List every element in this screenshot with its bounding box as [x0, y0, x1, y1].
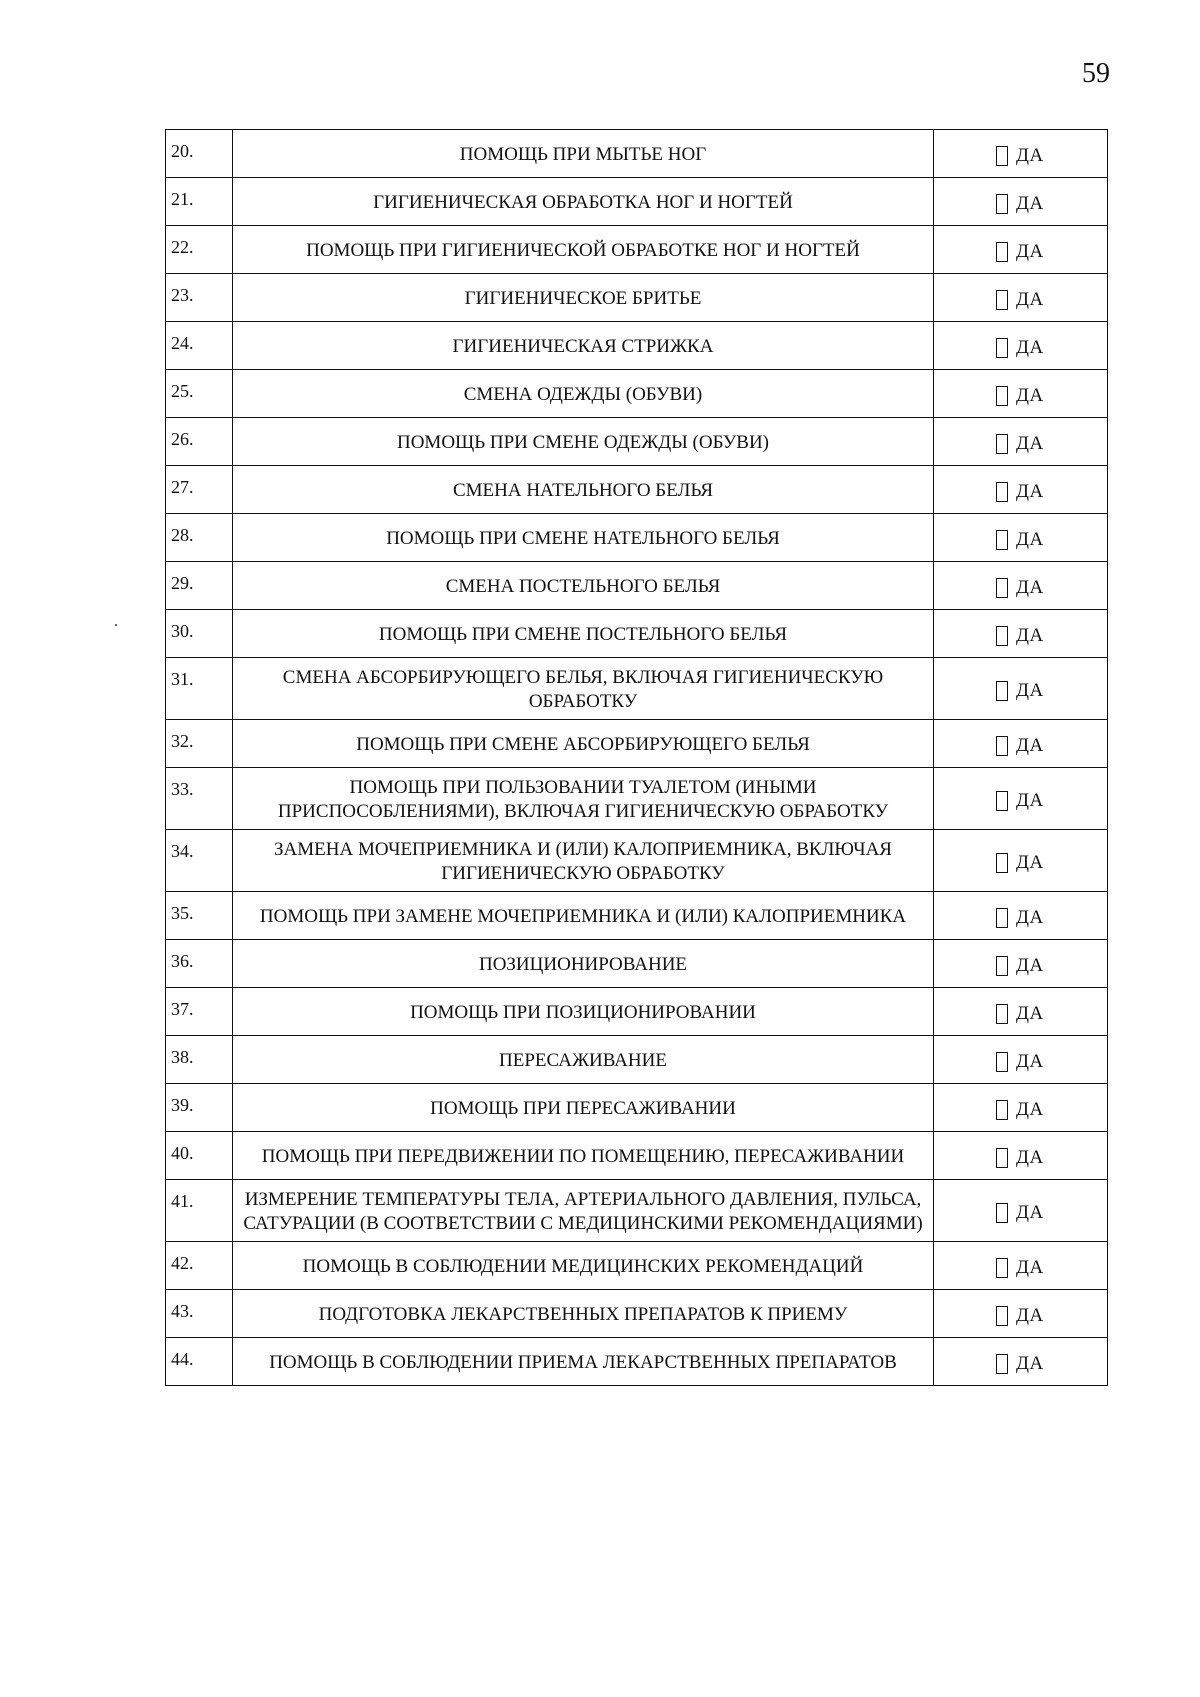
table-row — [166, 226, 1108, 274]
yes-checkbox[interactable] — [996, 1354, 1008, 1374]
yes-checkbox[interactable] — [996, 530, 1008, 550]
row-number: 33. — [166, 768, 233, 830]
row-number: 35. — [166, 892, 233, 940]
yes-checkbox[interactable] — [996, 338, 1008, 358]
row-number: 25. — [166, 370, 233, 418]
table-row — [166, 130, 1108, 178]
row-number: 40. — [166, 1132, 233, 1180]
yes-option[interactable] — [996, 1146, 1107, 1170]
yes-label: ДА — [1016, 734, 1044, 756]
table-row — [166, 274, 1108, 322]
yes-option[interactable] — [996, 336, 1107, 360]
service-name: СМЕНА АБСОРБИРУЮЩЕГО БЕЛЬЯ, ВКЛЮЧАЯ ГИГИЕНИЧЕСКУЮ ОБРАБОТКУ — [233, 658, 934, 720]
table-row — [166, 178, 1108, 226]
service-name: ПОМОЩЬ В СОБЛЮДЕНИИ МЕДИЦИНСКИХ РЕКОМЕНДАЦИЙ — [233, 1242, 934, 1290]
row-number: 30. — [166, 610, 233, 658]
table-row — [166, 1084, 1108, 1132]
yes-option[interactable] — [996, 1304, 1107, 1328]
yes-option[interactable] — [996, 528, 1107, 552]
yes-option[interactable] — [996, 384, 1107, 408]
yes-label: ДА — [1016, 480, 1044, 502]
row-number: 23. — [166, 274, 233, 322]
service-name: ПОМОЩЬ ПРИ ПОЛЬЗОВАНИИ ТУАЛЕТОМ (ИНЫМИ ПРИСПОСОБЛЕНИЯМИ), ВКЛЮЧАЯ ГИГИЕНИЧЕСКУЮ ОБРАБОТКУ — [233, 768, 934, 830]
page-number: 59 — [1082, 58, 1110, 89]
table-row — [166, 830, 1108, 892]
table-row — [166, 1180, 1108, 1242]
service-name: ПОМОЩЬ ПРИ ПОЗИЦИОНИРОВАНИИ — [233, 988, 934, 1036]
checkbox-cell — [934, 514, 1108, 562]
row-number: 37. — [166, 988, 233, 1036]
yes-option[interactable] — [996, 240, 1107, 264]
yes-checkbox[interactable] — [996, 434, 1008, 454]
yes-label: ДА — [1016, 576, 1044, 598]
service-name: ГИГИЕНИЧЕСКАЯ СТРИЖКА — [233, 322, 934, 370]
yes-checkbox[interactable] — [996, 482, 1008, 502]
checkbox-cell — [934, 892, 1108, 940]
yes-option[interactable] — [996, 288, 1107, 312]
yes-option[interactable] — [996, 480, 1107, 504]
table-row — [166, 370, 1108, 418]
yes-label: ДА — [1016, 624, 1044, 646]
services-table — [165, 129, 1108, 1386]
table-row — [166, 892, 1108, 940]
checkbox-cell — [934, 658, 1108, 720]
service-name: ПОМОЩЬ ПРИ ПЕРЕСАЖИВАНИИ — [233, 1084, 934, 1132]
service-name: ПЕРЕСАЖИВАНИЕ — [233, 1036, 934, 1084]
services-table-body — [166, 130, 1108, 1386]
checkbox-cell — [934, 1084, 1108, 1132]
table-row — [166, 322, 1108, 370]
service-name: ЗАМЕНА МОЧЕПРИЕМНИКА И (ИЛИ) КАЛОПРИЕМНИКА, ВКЛЮЧАЯ ГИГИЕНИЧЕСКУЮ ОБРАБОТКУ — [233, 830, 934, 892]
checkbox-cell — [934, 1036, 1108, 1084]
table-row — [166, 768, 1108, 830]
checkbox-cell — [934, 562, 1108, 610]
table-row — [166, 610, 1108, 658]
yes-label: ДА — [1016, 1002, 1044, 1024]
yes-label: ДА — [1016, 1098, 1044, 1120]
checkbox-cell — [934, 178, 1108, 226]
yes-checkbox[interactable] — [996, 290, 1008, 310]
yes-option[interactable] — [996, 851, 1107, 875]
checkbox-cell — [934, 130, 1108, 178]
yes-checkbox[interactable] — [996, 578, 1008, 598]
table-row — [166, 1242, 1108, 1290]
yes-label: ДА — [1016, 432, 1044, 454]
checkbox-cell — [934, 1180, 1108, 1242]
table-row — [166, 562, 1108, 610]
checkbox-cell — [934, 768, 1108, 830]
yes-label: ДА — [1016, 1050, 1044, 1072]
checkbox-cell — [934, 274, 1108, 322]
row-number: 21. — [166, 178, 233, 226]
row-number: 24. — [166, 322, 233, 370]
yes-checkbox[interactable] — [996, 146, 1008, 166]
checkbox-cell — [934, 610, 1108, 658]
checkbox-cell — [934, 1338, 1108, 1386]
row-number: 34. — [166, 830, 233, 892]
service-name: СМЕНА НАТЕЛЬНОГО БЕЛЬЯ — [233, 466, 934, 514]
checkbox-cell — [934, 418, 1108, 466]
yes-checkbox[interactable] — [996, 1258, 1008, 1278]
yes-label: ДА — [1016, 954, 1044, 976]
row-number: 28. — [166, 514, 233, 562]
yes-label: ДА — [1016, 906, 1044, 928]
service-name: ПОМОЩЬ ПРИ СМЕНЕ ПОСТЕЛЬНОГО БЕЛЬЯ — [233, 610, 934, 658]
row-number: 22. — [166, 226, 233, 274]
yes-checkbox[interactable] — [996, 908, 1008, 928]
checkbox-cell — [934, 226, 1108, 274]
service-name: СМЕНА ПОСТЕЛЬНОГО БЕЛЬЯ — [233, 562, 934, 610]
checkbox-cell — [934, 1132, 1108, 1180]
yes-option[interactable] — [996, 144, 1107, 168]
yes-option[interactable] — [996, 576, 1107, 600]
table-row — [166, 1132, 1108, 1180]
scan-speck — [115, 624, 117, 626]
table-row — [166, 418, 1108, 466]
yes-label: ДА — [1016, 1146, 1044, 1168]
yes-checkbox[interactable] — [996, 1148, 1008, 1168]
yes-option[interactable] — [996, 1352, 1107, 1376]
service-name: СМЕНА ОДЕЖДЫ (ОБУВИ) — [233, 370, 934, 418]
service-name: ПОМОЩЬ ПРИ СМЕНЕ ОДЕЖДЫ (ОБУВИ) — [233, 418, 934, 466]
table-row — [166, 466, 1108, 514]
service-name: ПОМОЩЬ ПРИ СМЕНЕ НАТЕЛЬНОГО БЕЛЬЯ — [233, 514, 934, 562]
checkbox-cell — [934, 830, 1108, 892]
checkbox-cell — [934, 940, 1108, 988]
yes-checkbox[interactable] — [996, 681, 1008, 701]
yes-label: ДА — [1016, 384, 1044, 406]
service-name: ПОЗИЦИОНИРОВАНИЕ — [233, 940, 934, 988]
table-row — [166, 658, 1108, 720]
row-number: 39. — [166, 1084, 233, 1132]
yes-checkbox[interactable] — [996, 1052, 1008, 1072]
row-number: 31. — [166, 658, 233, 720]
yes-checkbox[interactable] — [996, 1100, 1008, 1120]
service-name: ПОМОЩЬ ПРИ ПЕРЕДВИЖЕНИИ ПО ПОМЕЩЕНИЮ, ПЕРЕСАЖИВАНИИ — [233, 1132, 934, 1180]
yes-option[interactable] — [996, 624, 1107, 648]
service-name: ПОМОЩЬ ПРИ СМЕНЕ АБСОРБИРУЮЩЕГО БЕЛЬЯ — [233, 720, 934, 768]
yes-option[interactable] — [996, 789, 1107, 813]
yes-checkbox[interactable] — [996, 194, 1008, 214]
yes-checkbox[interactable] — [996, 242, 1008, 262]
yes-label: ДА — [1016, 1304, 1044, 1326]
yes-option[interactable] — [996, 679, 1107, 703]
yes-checkbox[interactable] — [996, 956, 1008, 976]
checkbox-cell — [934, 466, 1108, 514]
yes-label: ДА — [1016, 789, 1044, 811]
row-number: 29. — [166, 562, 233, 610]
row-number: 38. — [166, 1036, 233, 1084]
service-name: ПОМОЩЬ ПРИ МЫТЬЕ НОГ — [233, 130, 934, 178]
yes-checkbox[interactable] — [996, 853, 1008, 873]
service-name: ГИГИЕНИЧЕСКАЯ ОБРАБОТКА НОГ И НОГТЕЙ — [233, 178, 934, 226]
table-row — [166, 720, 1108, 768]
yes-checkbox[interactable] — [996, 791, 1008, 811]
yes-option[interactable] — [996, 1098, 1107, 1122]
yes-checkbox[interactable] — [996, 736, 1008, 756]
yes-option[interactable] — [996, 432, 1107, 456]
yes-label: ДА — [1016, 528, 1044, 550]
yes-label: ДА — [1016, 192, 1044, 214]
yes-option[interactable] — [996, 1201, 1107, 1225]
service-name: ПОМОЩЬ ПРИ ГИГИЕНИЧЕСКОЙ ОБРАБОТКЕ НОГ И НОГТЕЙ — [233, 226, 934, 274]
yes-checkbox[interactable] — [996, 1306, 1008, 1326]
row-number: 32. — [166, 720, 233, 768]
row-number: 20. — [166, 130, 233, 178]
yes-label: ДА — [1016, 336, 1044, 358]
checkbox-cell — [934, 370, 1108, 418]
yes-option[interactable] — [996, 1256, 1107, 1280]
service-name: ГИГИЕНИЧЕСКОЕ БРИТЬЕ — [233, 274, 934, 322]
yes-label: ДА — [1016, 288, 1044, 310]
yes-label: ДА — [1016, 679, 1044, 701]
yes-option[interactable] — [996, 1050, 1107, 1074]
row-number: 26. — [166, 418, 233, 466]
yes-label: ДА — [1016, 851, 1044, 873]
table-row — [166, 940, 1108, 988]
table-row — [166, 988, 1108, 1036]
yes-label: ДА — [1016, 1201, 1044, 1223]
yes-checkbox[interactable] — [996, 386, 1008, 406]
checkbox-cell — [934, 988, 1108, 1036]
yes-label: ДА — [1016, 240, 1044, 262]
row-number: 41. — [166, 1180, 233, 1242]
yes-checkbox[interactable] — [996, 1004, 1008, 1024]
table-row — [166, 1290, 1108, 1338]
row-number: 36. — [166, 940, 233, 988]
yes-option[interactable] — [996, 192, 1107, 216]
checkbox-cell — [934, 720, 1108, 768]
table-row — [166, 1338, 1108, 1386]
row-number: 42. — [166, 1242, 233, 1290]
yes-label: ДА — [1016, 144, 1044, 166]
checkbox-cell — [934, 322, 1108, 370]
yes-label: ДА — [1016, 1256, 1044, 1278]
row-number: 43. — [166, 1290, 233, 1338]
checkbox-cell — [934, 1242, 1108, 1290]
table-row — [166, 514, 1108, 562]
yes-checkbox[interactable] — [996, 1203, 1008, 1223]
yes-option[interactable] — [996, 954, 1107, 978]
table-row — [166, 1036, 1108, 1084]
service-name: ПОДГОТОВКА ЛЕКАРСТВЕННЫХ ПРЕПАРАТОВ К ПРИЕМУ — [233, 1290, 934, 1338]
service-name: ИЗМЕРЕНИЕ ТЕМПЕРАТУРЫ ТЕЛА, АРТЕРИАЛЬНОГО ДАВЛЕНИЯ, ПУЛЬСА, САТУРАЦИИ (В СООТВЕТСТВИИ С МЕДИЦИНСКИМИ РЕКОМЕНДАЦИЯМИ) — [233, 1180, 934, 1242]
yes-option[interactable] — [996, 1002, 1107, 1026]
yes-checkbox[interactable] — [996, 626, 1008, 646]
row-number: 44. — [166, 1338, 233, 1386]
checkbox-cell — [934, 1290, 1108, 1338]
service-name: ПОМОЩЬ ПРИ ЗАМЕНЕ МОЧЕПРИЕМНИКА И (ИЛИ) КАЛОПРИЕМНИКА — [233, 892, 934, 940]
service-name: ПОМОЩЬ В СОБЛЮДЕНИИ ПРИЕМА ЛЕКАРСТВЕННЫХ ПРЕПАРАТОВ — [233, 1338, 934, 1386]
yes-label: ДА — [1016, 1352, 1044, 1374]
yes-option[interactable] — [996, 734, 1107, 758]
yes-option[interactable] — [996, 906, 1107, 930]
row-number: 27. — [166, 466, 233, 514]
